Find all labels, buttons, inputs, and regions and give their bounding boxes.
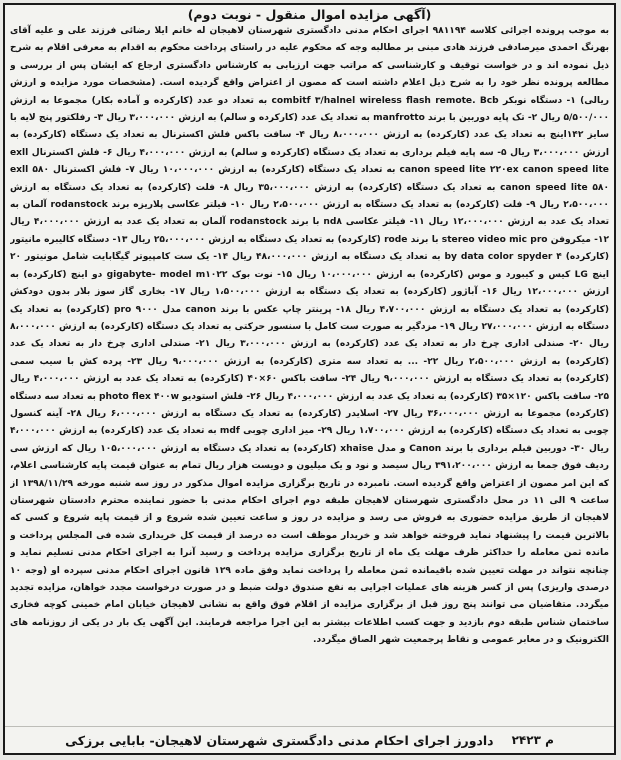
notice-title: (آگهی مزایده اموال منقول - نوبت دوم) — [187, 7, 432, 22]
notice-signature: دادورز اجرای احکام مدنی دادگستری شهرستان لاهیجان- بابایی برزکی — [65, 732, 494, 748]
notice-footer — [5, 726, 614, 753]
auction-notice — [3, 3, 616, 755]
notice-body: به موجب پرونده اجرائی کلاسه ۹۸۱۱۹۴ اجرای احکام مدنی دادگستری شهرستان لاهیجان له خانم ایلا رضائی فرزند علی و علیه آقای بهرنگ احمدی میرصادقی فرزند هادی مبنی بر مطالبه وجه که محکوم علیه در راستای پرداخت محکوم به اقدام به معرفی اقلام به شرح ذیل نموده اند و در خواست توقیف و کارشناسی که مراتب جهت ارزیابی به کارشناس دادگستری ارجاع که ایشان پس از بررسی و مطالعه پرونده نظر خود را به شرح ذیل اعلام داشته است که مصون از اعتراض واقع گردیده است. (مشخصات مورد مزایده و ارزش ریالی) ۱- دستگاه نوبکر combitf ۳/halnel wireless flash remote. Bcb به تعداد دو عدد (کارکرده و آماده بکار) مجموعا به ارزش ۵/۵۰۰/۰۰۰ ریال ۲- تک پایه دوربین با برند manfrotto به تعداد یک عدد (کارکرده و سالم) به ارزش ۳،۰۰۰،۰۰۰ ریال ۳- رفلکتور پنج لایه با سایز ۱۴۲اینچ به تعداد یک عدد (کارکرده) به ارزش ۸،۰۰۰،۰۰۰ ریال ۴- سافت باکس فلش اکسترنال به تعداد یک دستگاه (کارکرده) به ارزش ۳،۰۰۰،۰۰۰ ریال ۵- سه پایه فیلم برداری به تعداد یک دستگاه (کارکرده و سالم) به ارزش ۴،۰۰۰،۰۰۰ ریال ۶- فلش اکسترنال exll canon speed lite ۲۲۰ex canon speed lite به تعداد یک دستگاه (کارکرده) به ارزش ۱۰،۰۰۰،۰۰۰ ریال ۷- فلش اکسترنال ۵۸۰ exll canon speed lite ۵۸۰ به تعداد یک دستگاه (کارکرده) به ارزش ۳۵،۰۰۰،۰۰۰ ریال ۸- فلت (کارکرده) به تعداد یک دستگاه به ارزش ۲،۵۰۰،۰۰۰ ریال ۹- فلت (کارکرده) به تعداد یک دستگاه به ارزش ۲،۵۰۰،۰۰۰ ریال ۱۰- فیلتر عکاسی پلاریزه برند rodanstock آلمان به تعداد یک عدد به ارزش ۱۲،۰۰۰،۰۰۰ ریال ۱۱- فیلتر عکاسی nd۸ با برند rodanstock آلمان به تعداد یک عدد به ارزش ۴،۰۰۰،۰۰۰ ریال ۱۲- میکروفن stereo video mic pro با برند rode (کارکرده) به تعداد یک دستگاه به ارزش ۲۵،۰۰۰،۰۰۰ ریال ۱۳- دستگاه کالیبره مانیتور (کارکرده) by data color spyder ۴ به تعداد یک دستگاه به ارزش ۴۸،۰۰۰،۰۰۰ ریال ۱۴- یک ست کامپیوتر گیگابایت شامل مونیتور ۲۰ اینچ LG کیس و کیبورد و موس (کارکرده) به ارزش ۱۰،۰۰۰،۰۰۰ ریال ۱۵- نوت بوک gigabyte- model m۱۰۲۲ دو اینچ (کارکرده) به ارزش ۱۲،۰۰۰،۰۰۰ ریال ۱۶- آباژور (کارکرده) به تعداد یک دستگاه به ارزش ۱،۵۰۰،۰۰۰ ریال ۱۷- بخاری گاز سوز بلار بدون دودکش (کارکرده) به تعداد یک دستگاه به ارزش ۴،۷۰۰،۰۰۰ ریال ۱۸- پرینتر چاپ عکس با برند canon مدل pro ۹۰۰۰ (کارکرده) به تعداد یک دستگاه به ارزش ۲۷،۰۰۰،۰۰۰ ریال ۱۹- مزدگیر به صورت ست کامل با سنسور حرکتی به تعداد یک دستگاه (کارکرده) به ارزش ۸،۰۰۰،۰۰۰ ریال ۲۰- صندلی اداری چرخ دار به تعداد یک عدد (کارکرده) به ارزش ۳،۰۰۰،۰۰۰ ریال ۲۱- صندلی اداری چرخ دار به تعداد یک عدد (کارکرده) به ارزش ۲،۵۰۰،۰۰۰ ریال ۲۲- ... به تعداد سه متری (کارکرده) به ارزش ۹،۰۰۰،۰۰۰ ریال ۲۳- پرده کش با سیب سمی (کارکرده) به تعداد یک دستگاه به ارزش ۹،۰۰۰،۰۰۰ ریال ۲۴- سافت باکس ۶۰×۴۰ (کارکرده) به تعداد یک عدد به ارزش ۴،۰۰۰،۰۰۰ ریال ۲۵- سافت باکس ۱۲۰×۳۵ (کارکرده) به تعداد یک عدد به ارزش ۴،۰۰۰،۰۰۰ ریال ۲۶- فلش استودیو photo flex ۴۰۰w به تعداد سه دستگاه (کارکرده) مجموعا به ارزش ۳۶،۰۰۰،۰۰۰ ریال ۲۷- اسلایدر (کارکرده) به تعداد یک دستگاه به ارزش ۶،۰۰۰،۰۰۰ ریال ۲۸- آینه کنسول چوبی به تعداد یک دستگاه (کارکرده) به ارزش ۱،۷۰۰،۰۰۰ ریال ۲۹- میز اداری چوبی mdf به تعداد یک عدد (کارکرده) به ارزش ۴،۰۰۰،۰۰۰ ریال ۳۰- دوربین فیلم برداری با برند Canon و مدل xhaise (کارکرده) به تعداد یک دستگاه به ارزش ۱۰۵،۰۰۰،۰۰۰ ریال که ارزش سی ردیف فوق جمعا به ارزش ۳۹۱،۲۰۰،۰۰۰ ریال سیصد و نود و یک میلیون و دویست هزار ریال تمام به عنوان قیمت پایه کارشناسی اعلام، که این امر مصون از اعتراض واقع گردیده است. نامبرده در تاریخ برگزاری مزایده اموال مذکور در روز سه شنبه مورخه ۱۳۹۸/۱۱/۲۹ از ساعت ۹ الی ۱۱ در محل دادگستری شهرستان لاهیجان طبقه دوم اجرای احکام مدنی با حضور نماینده محترم دادستان شهرستان لاهیجان از طریق مزایده حضوری به فروش می رسد و مزایده در روز و ساعت تعیین شده شروع و از قیمت پایه شروع و کسی که بالاترین قیمت را پیشنهاد نماید فروخته خواهد شد و خریدار موظف است ده درصد از قیمت کل خریداری شده فی المجلس پرداخت و مانده ثمن معامله را حداکثر ظرف مهلت یک ماه از تاریخ برگزاری مزایده پرداخت و رسید آنرا به اجرای احکام مدنی تسلیم نماید و چنانچه نتواند در مهلت تعیین شده باقیمانده ثمن معامله را پرداخت نماید وفق ماده ۱۲۹ قانون اجرای احکام مدنی سپرده او (وجه ۱۰ درصدی واریزی) پس از کسر هزینه های عملیات اجرایی به نفع صندوق دولت ضبط و در صورت درخواست مجدد خواهان، مزایده تجدید میگردد. متقاضیان می توانند پنج روز قبل از برگزاری مزایده از اقلام فوق واقع به نشانی لاهیجان خیابان امام خمینی کوچه فخاری ساختمان شناس طبقه دوم بازدید و جهت کسب اطلاعات بیشتر به این اجرا مراجعه فرمایند. این آگهی یک بار در یکی از روزنامه های الکترونیک و در معابر عمومی و نقاط پرجمعیت شهر الصاق میگردد. — [10, 26, 609, 646]
notice-code: م ۲۴۲۳ — [511, 733, 554, 747]
